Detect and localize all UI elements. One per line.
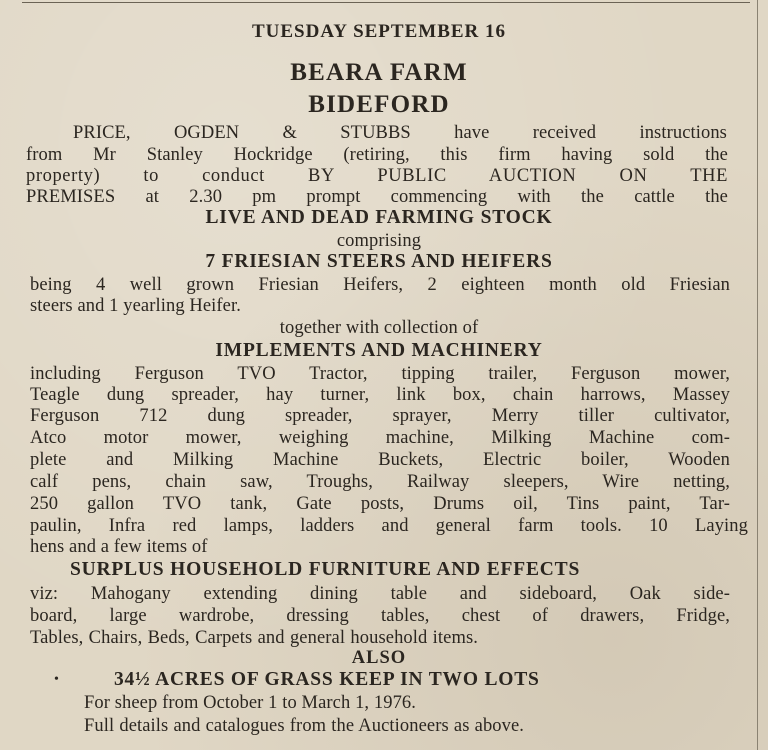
household-line: viz: Mahogany extending dining table and sideboard, Oak side- <box>30 584 730 604</box>
stock-heading: LIVE AND DEAD FARMING STOCK <box>205 207 553 228</box>
household-line: Tables, Chairs, Beds, Carpets and general household items. <box>30 628 478 648</box>
intro-line: PREMISES at 2.30 pm prompt commencing with the cattle the <box>26 187 728 207</box>
bullet-mark: • <box>54 672 59 687</box>
grass-keep-heading: 34½ ACRES OF GRASS KEEP IN TWO LOTS <box>114 669 540 690</box>
intro-line: PRICE, OGDEN & STUBBS have received instructions <box>73 123 727 143</box>
implements-line: plete and Milking Machine Buckets, Electric boiler, Wooden <box>30 450 730 470</box>
auction-date: TUESDAY SEPTEMBER 16 <box>251 21 507 42</box>
cattle-line: being 4 well grown Friesian Heifers, 2 eighteen month old Friesian <box>30 275 730 295</box>
together-text: together with collection of <box>279 318 479 338</box>
implements-line: Atco motor mower, weighing machine, Milking Machine com- <box>30 428 730 448</box>
top-rule <box>22 2 750 3</box>
farm-name-heading: BEARA FARM <box>290 59 468 86</box>
implements-heading: IMPLEMENTS AND MACHINERY <box>215 340 543 361</box>
implements-line: Ferguson 712 dung spreader, sprayer, Merry tiller cultivator, <box>30 406 730 426</box>
implements-line: 250 gallon TVO tank, Gate posts, Drums oil, Tins paint, Tar- <box>30 494 730 514</box>
also-text: ALSO <box>351 648 407 668</box>
implements-line: calf pens, chain saw, Troughs, Railway sleepers, Wire netting, <box>30 472 730 492</box>
intro-line: property) to conduct BY PUBLIC AUCTION ON THE <box>26 166 728 186</box>
intro-line: from Mr Stanley Hockridge (retiring, this firm having sold the <box>26 145 728 165</box>
comprising-text: comprising <box>336 231 422 251</box>
cattle-line: steers and 1 yearling Heifer. <box>30 296 241 316</box>
implements-line: including Ferguson TVO Tractor, tipping trailer, Ferguson mower, <box>30 364 730 384</box>
town-heading: BIDEFORD <box>308 91 450 118</box>
household-line: board, large wardrobe, dressing tables, chest of drawers, Fridge, <box>30 606 730 626</box>
footer-line: Full details and catalogues from the Auctioneers as above. <box>84 716 525 736</box>
implements-line: paulin, Infra red lamps, ladders and general farm tools. 10 Laying <box>30 516 748 536</box>
cattle-heading: 7 FRIESIAN STEERS AND HEIFERS <box>205 251 553 272</box>
household-heading: SURPLUS HOUSEHOLD FURNITURE AND EFFECTS <box>70 559 581 580</box>
implements-line: hens and a few items of <box>30 537 208 557</box>
implements-line: Teagle dung spreader, hay turner, link box, chain harrows, Massey <box>30 385 730 405</box>
footer-line: For sheep from October 1 to March 1, 1976. <box>84 693 416 713</box>
